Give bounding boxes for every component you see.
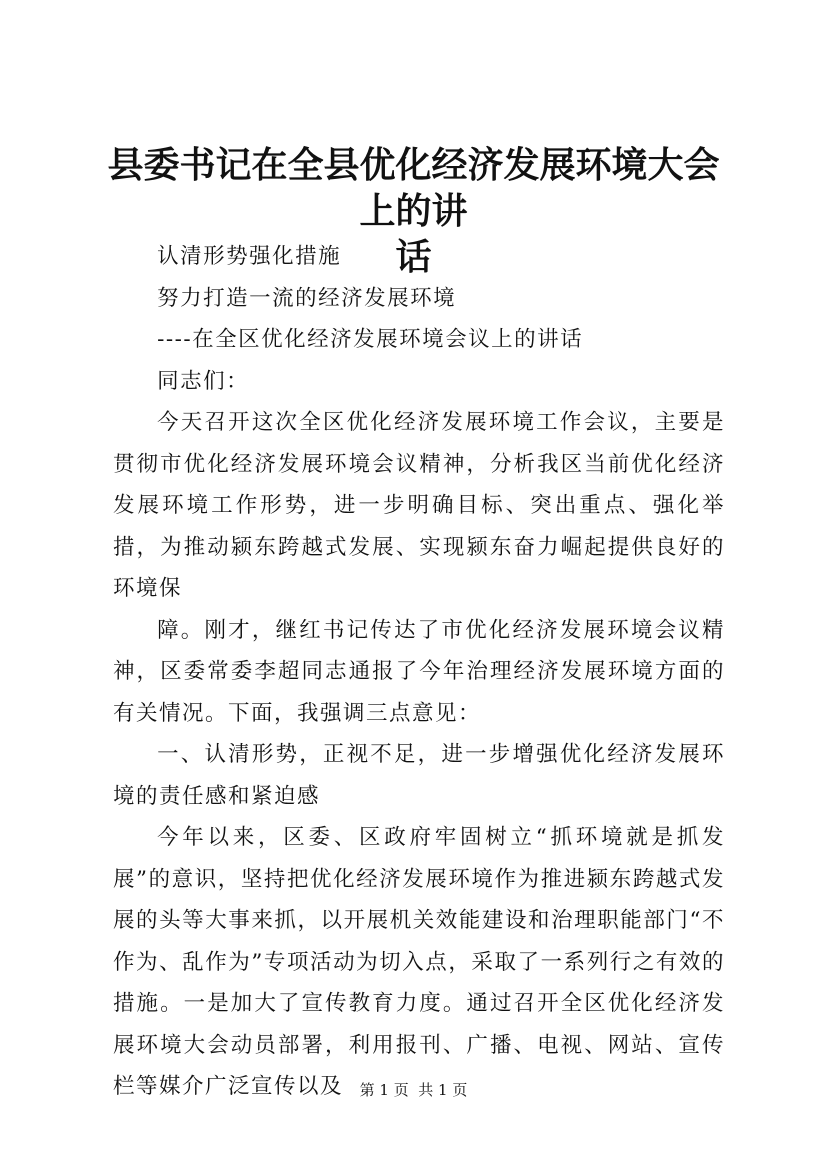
body-paragraph: 今年以来，区委、区政府牢固树立“抓环境就是抓发展”的意识，坚持把优化经济发展环境作为推进颍东跨越式发展的头等大事来抓，以开展机关效能建设和治理职能部门“不作为、乱作为”专项活动为切入点，采取了一系列行之有效的措施。一是加大了宣传教育力度。通过召开全区优化经济发展环境大会动员部署，利用报刊、广播、电视、网站、宣传栏等媒介广泛宣传以及 <box>113 825 725 1099</box>
page-number: 第 1 页 共 1 页 <box>359 1081 468 1099</box>
section-heading: 一、认清形势，正视不足，进一步增强优化经济发展环境的责任感和紧迫感 <box>113 742 725 809</box>
subtitle-line-2: 努力打造一流的经济发展环境 <box>157 285 457 311</box>
body-paragraph: 障。刚才，继红书记传达了市优化经济发展环境会议精神，区委常委李超同志通报了今年治理经济发展环境方面的有关情况。下面，我强调三点意见： <box>113 617 725 726</box>
body-paragraph: 今天召开这次全区优化经济发展环境工作会议，主要是贯彻市优化经济发展环境会议精神，分析我区当前优化经济发展环境工作形势，进一步明确目标、突出重点、强化举措，为推动颍东跨越式发展、实现颍东奋力崛起提供良好的环境保 <box>113 410 725 601</box>
subtitle-line-1: 认清形势强化措施 <box>157 244 342 269</box>
subtitle-line-3: ----在全区优化经济发展环境会议上的讲话 <box>157 327 584 352</box>
title-line-1: 县委书记在全县优化经济发展环境大会上的讲 <box>107 144 720 232</box>
salutation: 同志们： <box>157 368 250 394</box>
document-body <box>113 236 725 1108</box>
page-footer <box>0 1080 827 1100</box>
title-line-2: 话 <box>395 236 432 278</box>
